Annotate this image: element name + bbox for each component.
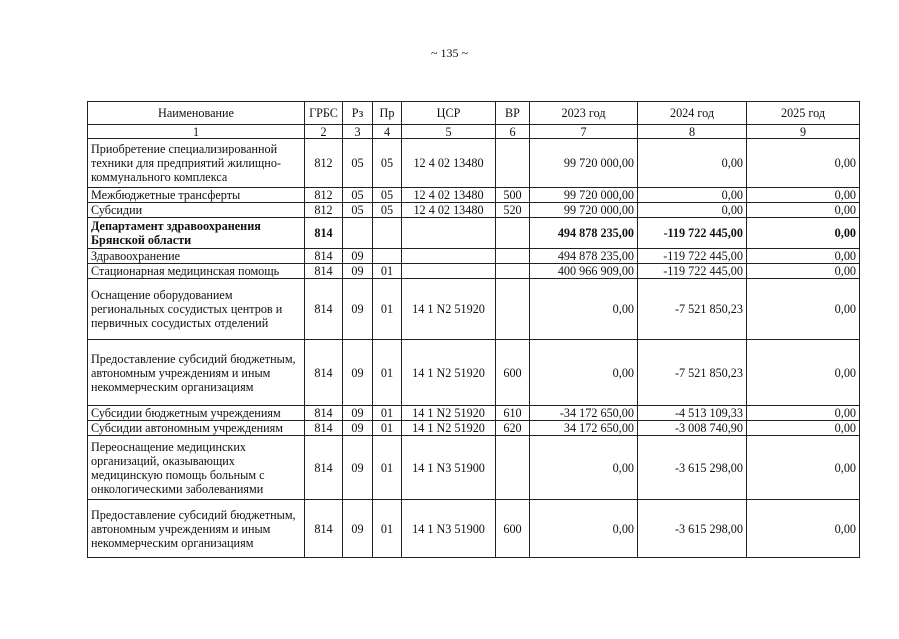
header-2024: 2024 год bbox=[638, 102, 747, 125]
cell-rz: 05 bbox=[343, 188, 373, 203]
table-row bbox=[88, 203, 860, 218]
cell-csr: 12 4 02 13480 bbox=[402, 139, 496, 188]
cell-csr: 14 1 N2 51920 bbox=[402, 340, 496, 406]
cell-rz: 05 bbox=[343, 139, 373, 188]
cell-2024: 0,00 bbox=[638, 203, 747, 218]
cell-vr: 500 bbox=[496, 188, 530, 203]
cell-rz bbox=[343, 218, 373, 249]
table-row bbox=[88, 421, 860, 436]
cell-2023: 0,00 bbox=[530, 500, 638, 558]
column-number-row bbox=[88, 125, 860, 139]
cell-name: Стационарная медицинская помощь bbox=[88, 264, 305, 279]
cell-csr: 14 1 N2 51920 bbox=[402, 421, 496, 436]
table-row bbox=[88, 340, 860, 406]
table-row bbox=[88, 436, 860, 500]
cell-2024: 0,00 bbox=[638, 188, 747, 203]
table-row bbox=[88, 500, 860, 558]
cell-rz: 09 bbox=[343, 264, 373, 279]
cell-name: Субсидии бюджетным учреждениям bbox=[88, 406, 305, 421]
cell-2023: 0,00 bbox=[530, 436, 638, 500]
cell-2025: 0,00 bbox=[747, 500, 860, 558]
cell-vr bbox=[496, 264, 530, 279]
column-number: 9 bbox=[747, 125, 860, 139]
column-number: 1 bbox=[88, 125, 305, 139]
cell-2025: 0,00 bbox=[747, 218, 860, 249]
cell-vr bbox=[496, 218, 530, 249]
cell-csr: 14 1 N2 51920 bbox=[402, 279, 496, 340]
cell-name: Субсидии автономным учреждениям bbox=[88, 421, 305, 436]
cell-2023: 0,00 bbox=[530, 340, 638, 406]
cell-grbs: 814 bbox=[305, 279, 343, 340]
cell-name: Субсидии bbox=[88, 203, 305, 218]
table-row bbox=[88, 264, 860, 279]
cell-2023: 494 878 235,00 bbox=[530, 249, 638, 264]
cell-vr: 620 bbox=[496, 421, 530, 436]
cell-2025: 0,00 bbox=[747, 279, 860, 340]
cell-grbs: 814 bbox=[305, 421, 343, 436]
cell-2025: 0,00 bbox=[747, 340, 860, 406]
column-number: 5 bbox=[402, 125, 496, 139]
cell-grbs: 814 bbox=[305, 500, 343, 558]
header-pr: Пр bbox=[373, 102, 402, 125]
cell-csr: 12 4 02 13480 bbox=[402, 188, 496, 203]
cell-name: Здравоохранение bbox=[88, 249, 305, 264]
cell-csr bbox=[402, 249, 496, 264]
cell-name: Оснащение оборудованием региональных сосудистых центров и первичных сосудистых отделений bbox=[88, 279, 305, 340]
cell-rz: 09 bbox=[343, 436, 373, 500]
cell-2024: -119 722 445,00 bbox=[638, 249, 747, 264]
cell-pr bbox=[373, 249, 402, 264]
header-2023: 2023 год bbox=[530, 102, 638, 125]
cell-2023: 0,00 bbox=[530, 279, 638, 340]
cell-rz: 09 bbox=[343, 406, 373, 421]
cell-vr: 600 bbox=[496, 500, 530, 558]
header-2025: 2025 год bbox=[747, 102, 860, 125]
cell-name: Предоставление субсидий бюджетным, автономным учреждениям и иным некоммерческим организациям bbox=[88, 500, 305, 558]
cell-vr bbox=[496, 279, 530, 340]
cell-2023: -34 172 650,00 bbox=[530, 406, 638, 421]
cell-name: Приобретение специализированной техники для предприятий жилищно-коммунального комплекса bbox=[88, 139, 305, 188]
cell-2024: -3 615 298,00 bbox=[638, 436, 747, 500]
cell-2025: 0,00 bbox=[747, 203, 860, 218]
cell-csr: 14 1 N3 51900 bbox=[402, 500, 496, 558]
cell-name: Переоснащение медицинских организаций, оказывающих медицинскую помощь больным с онкологическими заболеваниями bbox=[88, 436, 305, 500]
cell-pr: 01 bbox=[373, 406, 402, 421]
cell-grbs: 812 bbox=[305, 139, 343, 188]
cell-grbs: 814 bbox=[305, 340, 343, 406]
cell-rz: 09 bbox=[343, 421, 373, 436]
cell-2024: -119 722 445,00 bbox=[638, 264, 747, 279]
cell-2023: 400 966 909,00 bbox=[530, 264, 638, 279]
cell-vr bbox=[496, 249, 530, 264]
column-number: 3 bbox=[343, 125, 373, 139]
cell-rz: 09 bbox=[343, 340, 373, 406]
column-number: 6 bbox=[496, 125, 530, 139]
cell-2024: -7 521 850,23 bbox=[638, 340, 747, 406]
cell-2024: -4 513 109,33 bbox=[638, 406, 747, 421]
cell-2023: 99 720 000,00 bbox=[530, 188, 638, 203]
cell-rz: 05 bbox=[343, 203, 373, 218]
table-row bbox=[88, 139, 860, 188]
cell-grbs: 814 bbox=[305, 436, 343, 500]
cell-2025: 0,00 bbox=[747, 249, 860, 264]
cell-vr bbox=[496, 139, 530, 188]
cell-pr: 01 bbox=[373, 421, 402, 436]
column-number: 8 bbox=[638, 125, 747, 139]
cell-2024: -119 722 445,00 bbox=[638, 218, 747, 249]
cell-grbs: 814 bbox=[305, 264, 343, 279]
table-header-row bbox=[88, 102, 860, 125]
column-number: 4 bbox=[373, 125, 402, 139]
cell-grbs: 812 bbox=[305, 188, 343, 203]
page-number: ~ 135 ~ bbox=[431, 46, 468, 60]
table-row bbox=[88, 218, 860, 249]
cell-vr: 600 bbox=[496, 340, 530, 406]
cell-2025: 0,00 bbox=[747, 188, 860, 203]
cell-2023: 99 720 000,00 bbox=[530, 139, 638, 188]
budget-table bbox=[87, 101, 860, 558]
cell-2024: 0,00 bbox=[638, 139, 747, 188]
cell-grbs: 814 bbox=[305, 249, 343, 264]
cell-name: Межбюджетные трансферты bbox=[88, 188, 305, 203]
cell-2023: 34 172 650,00 bbox=[530, 421, 638, 436]
table-row bbox=[88, 279, 860, 340]
cell-pr: 05 bbox=[373, 188, 402, 203]
table-row bbox=[88, 249, 860, 264]
table-row bbox=[88, 406, 860, 421]
cell-pr: 05 bbox=[373, 203, 402, 218]
cell-pr bbox=[373, 218, 402, 249]
cell-2024: -7 521 850,23 bbox=[638, 279, 747, 340]
table-body bbox=[88, 139, 860, 558]
cell-2025: 0,00 bbox=[747, 436, 860, 500]
cell-2023: 99 720 000,00 bbox=[530, 203, 638, 218]
header-name: Наименование bbox=[88, 102, 305, 125]
cell-2025: 0,00 bbox=[747, 406, 860, 421]
cell-pr: 01 bbox=[373, 500, 402, 558]
header-grbs: ГРБС bbox=[305, 102, 343, 125]
cell-vr bbox=[496, 436, 530, 500]
cell-rz: 09 bbox=[343, 279, 373, 340]
cell-2025: 0,00 bbox=[747, 264, 860, 279]
cell-name: Предоставление субсидий бюджетным, автономным учреждениям и иным некоммерческим организациям bbox=[88, 340, 305, 406]
table-row bbox=[88, 188, 860, 203]
header-rz: Рз bbox=[343, 102, 373, 125]
cell-pr: 05 bbox=[373, 139, 402, 188]
cell-2024: -3 008 740,90 bbox=[638, 421, 747, 436]
cell-vr: 520 bbox=[496, 203, 530, 218]
cell-name: Департамент здравоохранения Брянской области bbox=[88, 218, 305, 249]
cell-rz: 09 bbox=[343, 500, 373, 558]
header-vr: ВР bbox=[496, 102, 530, 125]
cell-rz: 09 bbox=[343, 249, 373, 264]
header-csr: ЦСР bbox=[402, 102, 496, 125]
cell-pr: 01 bbox=[373, 436, 402, 500]
column-number: 2 bbox=[305, 125, 343, 139]
cell-2025: 0,00 bbox=[747, 421, 860, 436]
cell-csr bbox=[402, 218, 496, 249]
cell-grbs: 814 bbox=[305, 406, 343, 421]
cell-2025: 0,00 bbox=[747, 139, 860, 188]
cell-pr: 01 bbox=[373, 264, 402, 279]
cell-vr: 610 bbox=[496, 406, 530, 421]
cell-csr bbox=[402, 264, 496, 279]
cell-csr: 12 4 02 13480 bbox=[402, 203, 496, 218]
column-number: 7 bbox=[530, 125, 638, 139]
cell-grbs: 814 bbox=[305, 218, 343, 249]
cell-grbs: 812 bbox=[305, 203, 343, 218]
cell-csr: 14 1 N2 51920 bbox=[402, 406, 496, 421]
cell-pr: 01 bbox=[373, 279, 402, 340]
cell-2024: -3 615 298,00 bbox=[638, 500, 747, 558]
cell-pr: 01 bbox=[373, 340, 402, 406]
cell-csr: 14 1 N3 51900 bbox=[402, 436, 496, 500]
cell-2023: 494 878 235,00 bbox=[530, 218, 638, 249]
